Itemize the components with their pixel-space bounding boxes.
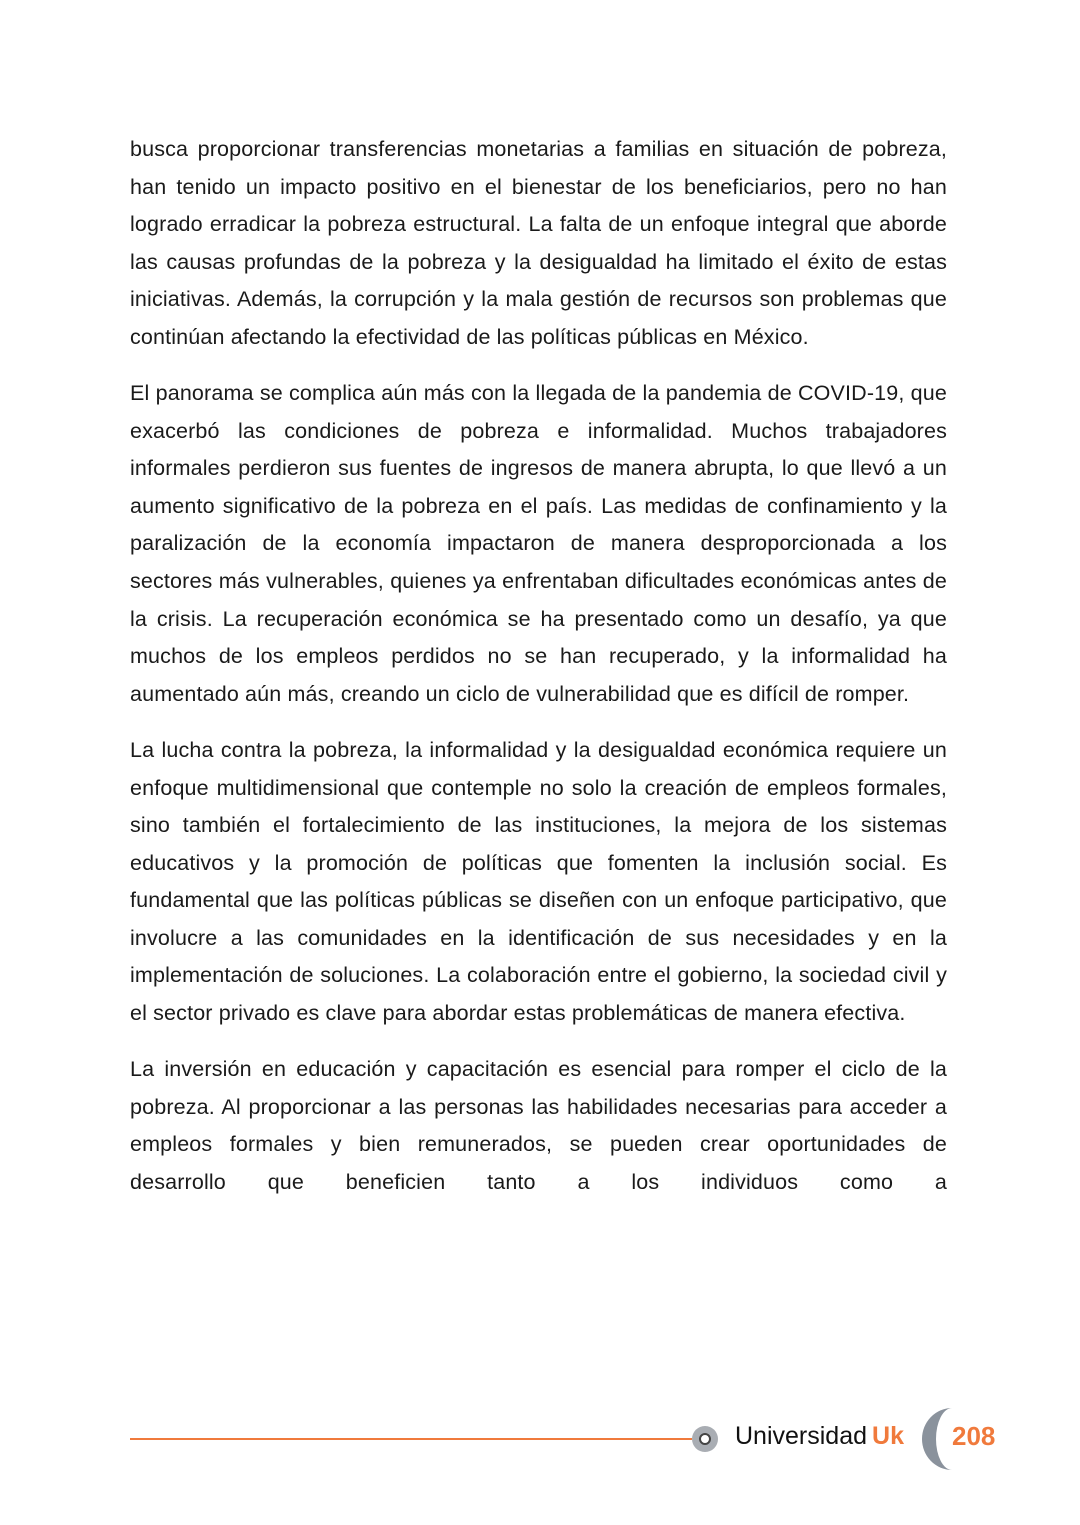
page-number: 208 — [952, 1421, 996, 1451]
paragraph: El panorama se complica aún más con la llegada de la pandemia de COVID-19, que exacerbó las condiciones de pobreza e informalidad. Muchos trabajadores informales perdieron sus fuentes de ingresos de manera abrupta, lo que llevó a un aumento significativo de la pobreza en el país. Las medidas de confinamiento y la paralización de la economía impactaron de manera desproporcionada a los sectores más vulnerables, quienes ya enfrentaban dificultades económicas antes de la crisis. La recuperación económica se ha presentado como un desafío, ya que muchos de los empleos perdidos no se han recuperado, y la informalidad ha aumentado aún más, creando un ciclo de vulnerabilidad que es difícil de romper. — [130, 381, 947, 706]
paragraph: La inversión en educación y capacitación es esencial para romper el ciclo de la pobreza. Al proporcionar a las personas las habilidades necesarias para acceder a empleos formales y bien remunerados, se pueden crear oportunidades de desarrollo que beneficien tanto a los individuos como a — [130, 1057, 947, 1194]
paragraph: busca proporcionar transferencias monetarias a familias en situación de pobreza, han tenido un impacto positivo en el bienestar de los beneficiarios, pero no han logrado erradicar la pobreza estructural. La falta de un enfoque integral que aborde las causas profundas de la pobreza y la desigualdad ha limitado el éxito de estas iniciativas. Además, la corrupción y la mala gestión de recursos son problemas que continúan afectando la efectividad de las políticas públicas en México. — [130, 137, 947, 349]
brand-suffix: Uk — [872, 1422, 904, 1450]
footer-brand — [735, 1422, 904, 1451]
brand-name: Universidad — [735, 1422, 868, 1450]
footer-divider — [130, 1438, 692, 1440]
circle-bullet-icon — [692, 1426, 718, 1452]
paragraph: La lucha contra la pobreza, la informalidad y la desigualdad económica requiere un enfoque multidimensional que contemple no solo la creación de empleos formales, sino también el fortalecimiento de las instituciones, la mejora de los sistemas educativos y la promoción de políticas que fomenten la inclusión social. Es fundamental que las políticas públicas se diseñen con un enfoque participativo, que involucre a las comunidades en la identificación de sus necesidades y en la implementación de soluciones. La colaboración entre el gobierno, la sociedad civil y el sector privado es clave para abordar estas problemáticas de manera efectiva. — [130, 737, 947, 1026]
page-body — [130, 131, 947, 1220]
